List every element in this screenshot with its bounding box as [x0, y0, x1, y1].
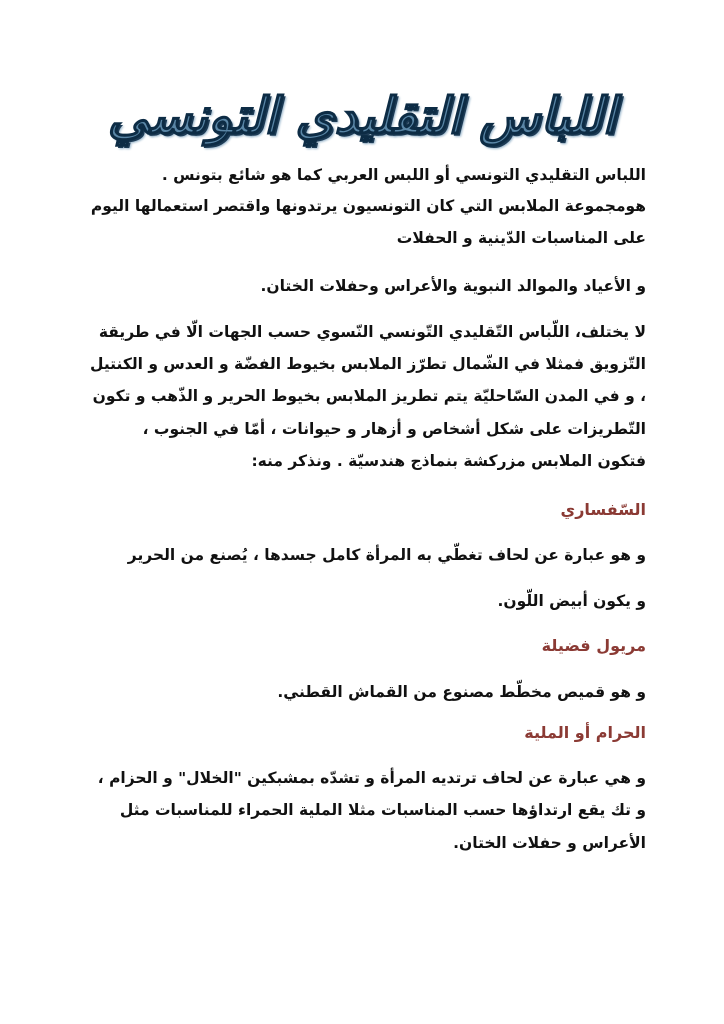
intro-line-3: على المناسبات الدّينية و الحفلات — [396, 229, 646, 247]
page-title: اللباس التقليدي التونسي — [107, 86, 617, 145]
description-line-3: ، و في المدن السّاحليّة يتم تطريز الملابس بخيوط الحرير و الذّهب و تكون — [92, 387, 646, 405]
intro-line-1: اللباس التقليدي التونسي أو اللبس العربي كما هو شائع بتونس . — [161, 166, 646, 184]
safsari-line-1: و هو عبارة عن لحاف تغطّي به المرأة كامل جسدها ، يُصنع من الحرير — [127, 546, 646, 564]
section-heading-mariol: مريول فضيلة — [541, 636, 646, 655]
description-line-2: التّزويق فمثلا في الشّمال تطرّز الملابس بخيوط الفضّة و العدس و الكنتيل — [90, 355, 646, 373]
mariol-line-1: و هو قميص مخطّط مصنوع من القماش القطني. — [277, 683, 646, 701]
description-line-4: التّطريزات على شكل أشخاص و أزهار و حيوانات ، أمّا في الجنوب ، — [142, 420, 646, 438]
hram-line-1: و هي عبارة عن لحاف ترتديه المرأة و تشدّه بمشبكين "الخلال" و الحزام ، — [97, 769, 646, 787]
intro-line-2: هومجموعة الملابس التي كان التونسيون يرتدونها واقتصر استعمالها اليوم — [90, 197, 646, 215]
description-line-1: لا يختلف، اللّباس التّقليدي التّونسي النّسوي حسب الجهات الّا في طريقة — [98, 323, 646, 341]
section-heading-safsari: السّفساري — [560, 500, 646, 519]
safsari-line-2: و يكون أبيض اللّون. — [497, 592, 646, 610]
section-heading-hram: الحرام أو الملية — [524, 723, 646, 742]
description-line-5: فتكون الملابس مزركشة بنماذج هندسيّة . ونذكر منه: — [251, 452, 646, 470]
occasions-line: و الأعياد والموالد النبوية والأعراس وحفلات الختان. — [260, 277, 646, 295]
hram-line-2: و تك يقع ارتداؤها حسب المناسبات مثلا الملية الحمراء للمناسبات مثل — [119, 801, 646, 819]
hram-line-3: الأعراس و حفلات الختان. — [453, 834, 646, 852]
